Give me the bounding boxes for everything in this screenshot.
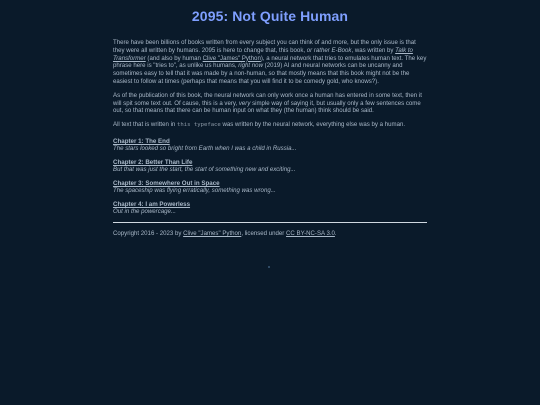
- main-content: [113, 6, 427, 238]
- talk-to-transformer-link[interactable]: Talk to Transformer: [113, 46, 413, 62]
- pub-text-1: As of the publication of this book, the neural network can only work once a human has entered in some text, then it will spit some text out. Of cause, this is a very,: [113, 91, 422, 107]
- intro-text-5: ), a neural network that tries to emulates human text. The key phrase here is "tries to", as unlike us humans,: [113, 54, 427, 70]
- chapter-3-blurb: The spaceship was flying erratically, something was wrong...: [113, 187, 276, 195]
- author-link-intro[interactable]: Clive "James" Python: [202, 54, 261, 62]
- intro-text-1: There have been billions of books written from every subject you can think of and more, but the only issue is that they were all written by humans. 2095 is here to change that, this book,: [113, 39, 416, 54]
- publication-paragraph: [113, 92, 427, 115]
- decorative-dot: [268, 266, 270, 268]
- intro-text-3: , was written by: [351, 46, 396, 54]
- author-link-footer[interactable]: Clive "James" Python: [183, 229, 242, 237]
- chapter-item-1: [113, 138, 427, 153]
- page-title: 2095: Not Quite Human: [191, 8, 349, 24]
- intro-text-7: (2019) AI and neural networks can be uncanny and sometimes easy to tell that it was made by a non-human, so that mostly means that this book might not be the easiest to follow at times (perhaps that means that you will find it to be comedy gold, who knows?).: [113, 62, 410, 85]
- chapter-4-link[interactable]: Chapter 4: I am Powerless: [113, 200, 191, 208]
- intro-ebook-italic: or rather E-Book: [306, 46, 352, 54]
- typeface-paragraph: [113, 121, 427, 130]
- pub-very-italic: very: [238, 99, 251, 107]
- chapter-4-blurb: Out in the powercage...: [113, 208, 177, 216]
- intro-paragraph: [113, 39, 427, 86]
- chapter-item-2: [113, 159, 427, 174]
- chapter-2-link[interactable]: Chapter 2: Better Than Life: [113, 158, 193, 166]
- intro-right-now-italic: right now: [238, 62, 263, 70]
- chapter-item-3: [113, 180, 427, 195]
- footer-divider: [113, 222, 427, 223]
- chapter-item-4: [113, 201, 427, 216]
- chapter-2-blurb: But that was just the start, the start of something new and exciting...: [113, 166, 296, 174]
- chapter-list: [113, 138, 427, 216]
- intro-text-4: (and also by human: [145, 54, 203, 62]
- typeface-text-2: was written by the neural network, everything else was by a human.: [220, 121, 406, 129]
- chapter-1-blurb: The stars looked so bright from Earth when I was a child in Russia...: [113, 145, 297, 153]
- typeface-text-1: All text that is written in: [113, 121, 178, 129]
- footer-copyright-text: Copyright 2016 - 2023 by: [113, 229, 184, 237]
- pub-text-3: simple way of saying it, but usually only a few sentences come out, so that means that there can be human input on what they (the human) think should be said.: [113, 99, 421, 115]
- license-link[interactable]: CC BY-NC-SA 3.0: [286, 229, 335, 237]
- chapter-3-link[interactable]: Chapter 3: Somewhere Out in Space: [113, 179, 220, 187]
- footer-license-text: , licensed under: [241, 229, 287, 237]
- typeface-sample: this typeface: [177, 122, 221, 129]
- footer-period: .: [334, 229, 337, 237]
- chapter-1-link[interactable]: Chapter 1: The End: [113, 137, 170, 145]
- footer: [113, 230, 427, 238]
